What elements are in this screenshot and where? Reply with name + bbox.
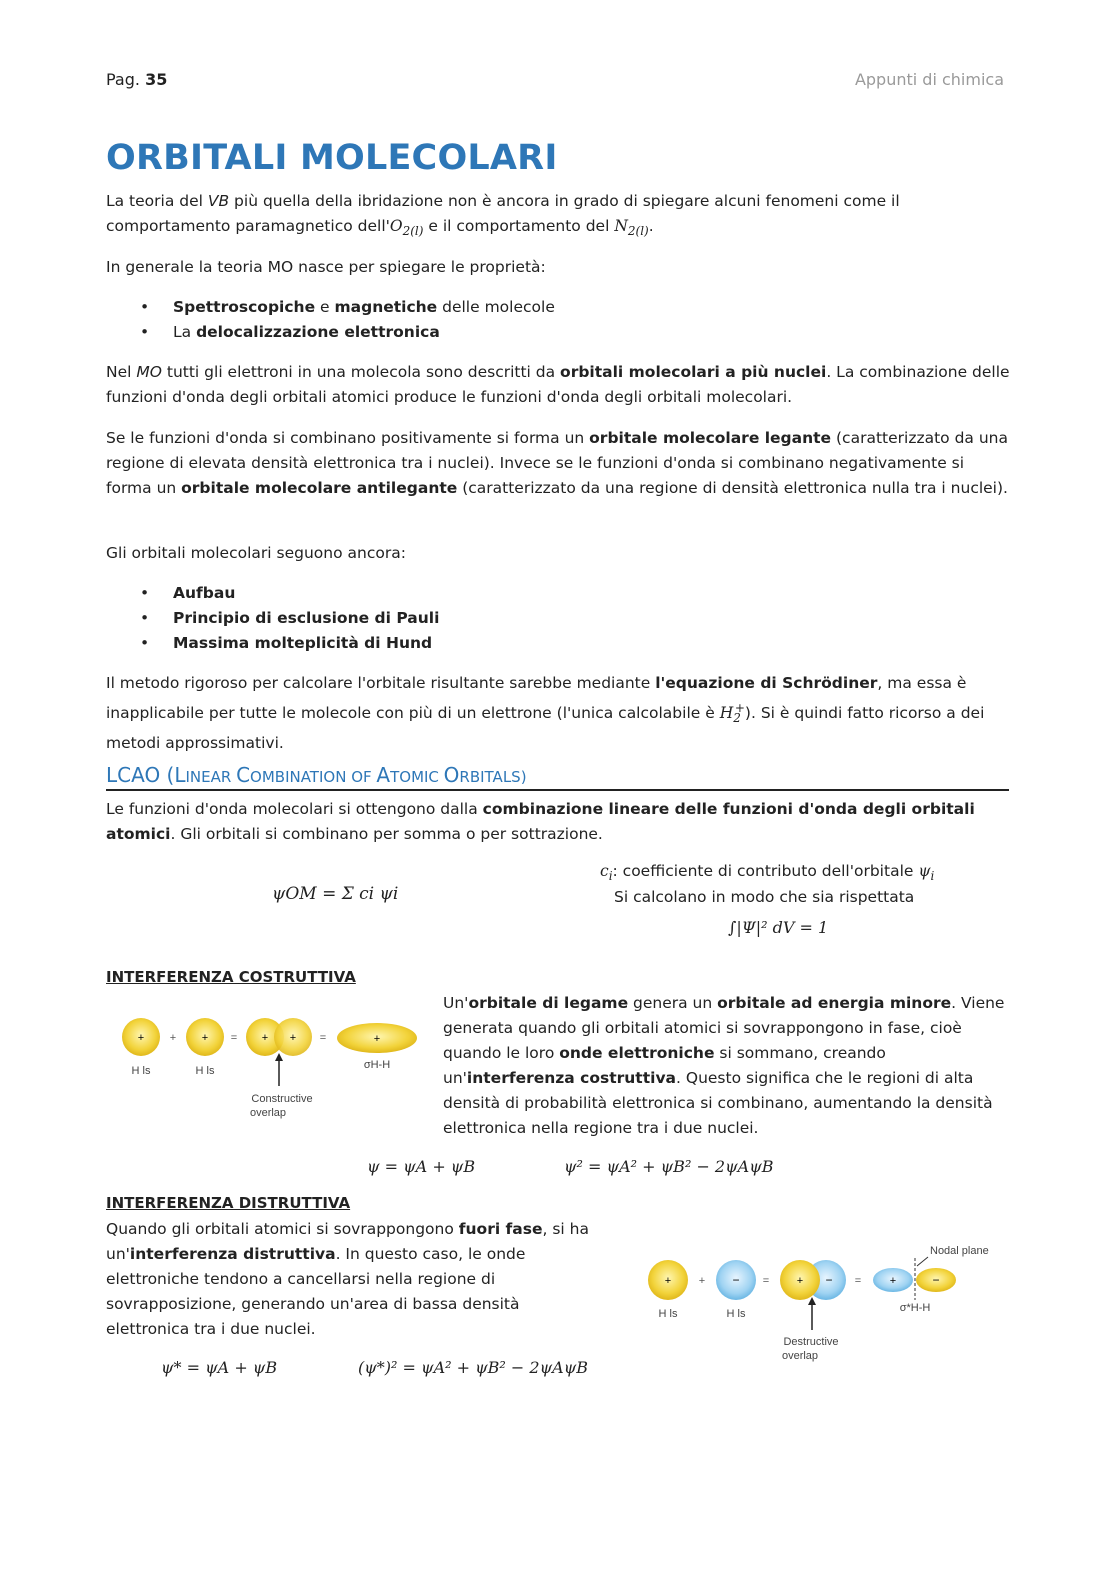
phase-plus: +: [373, 1033, 381, 1045]
equals-sign: =: [230, 1032, 238, 1044]
label-nodal-plane: Nodal plane: [930, 1245, 989, 1257]
document-title: Appunti di chimica: [854, 70, 1004, 89]
label-h1s-b: H ls: [195, 1065, 215, 1077]
page-number-label: [106, 70, 167, 89]
constructive-overlap-diagram: [112, 1006, 422, 1126]
plus-sign: +: [169, 1032, 177, 1044]
equals-sign: =: [854, 1275, 862, 1287]
phase-plus: +: [889, 1275, 897, 1287]
mo-purpose-paragraph: In generale la teoria MO nasce per spiegare le proprietà:: [106, 258, 546, 276]
list-item: • Massima molteplicità di Hund: [140, 634, 433, 652]
coefficient-note: $c_i$: coefficiente di contributo dell'orbitale $\psi_i$: [600, 862, 935, 884]
rules-intro: Gli orbitali molecolari seguono ancora:: [106, 544, 406, 562]
destructive-overlap-diagram: [640, 1238, 1006, 1368]
label-overlap: overlap: [781, 1350, 819, 1362]
label-h1s-a: H ls: [131, 1065, 151, 1077]
label-constructive: Constructive: [251, 1093, 313, 1105]
destructive-square-equation: (ψ*)² = ψA² + ψB² − 2ψAψB: [358, 1358, 588, 1377]
phase-plus: +: [289, 1032, 297, 1044]
list-item: • Principio di esclusione di Pauli: [140, 609, 440, 627]
nodal-leader: [917, 1257, 928, 1266]
constructive-paragraph: Un'orbitale di legame genera un orbitale ad energia minore. Viene generata quando gli orbitali atomici si sovrappongono in fase, cioè quando le loro onde elettroniche si sommano, creando un'interferenza costruttiva. Questo significa che le regioni di alta densità di probabilità elettronica si combinano, aumentando la densità elettronica nella regione tra i due nuclei.: [443, 994, 1005, 1137]
list-item: • Aufbau: [140, 584, 236, 602]
section-heading-lcao: LCAO (LINEAR COMBINATION OF ATOMIC ORBITALS): [106, 763, 1009, 791]
label-h1s-b: H ls: [726, 1308, 746, 1320]
equals-sign: =: [319, 1032, 327, 1044]
normalization-formula: ∫|Ψ|² dV = 1: [728, 918, 829, 937]
phase-minus: −: [825, 1273, 833, 1287]
phase-plus: +: [796, 1275, 804, 1287]
schrodinger-paragraph: Il metodo rigoroso per calcolare l'orbitale risultante sarebbe mediante l'equazione di Schrödiner, ma essa è inapplicabile per tutte le molecole con più di un elettrone (l'unica calcolabile è $H_2^+$). Si è quindi fatto ricorso a dei metodi approssimativi.: [106, 674, 985, 753]
destructive-paragraph: Quando gli orbitali atomici si sovrappongono fuori fase, si ha un'interferenza distruttiva. In questo caso, le onde elettroniche tendono a cancellarsi nella regione di sovrapposizione, generando un'area di bassa densità elettronica tra i due nuclei.: [106, 1220, 589, 1338]
mo-paragraph: Nel MO tutti gli elettroni in una molecola sono descritti da orbitali molecolari a più nuclei. La combinazione delle funzioni d'onda degli orbitali atomici produce le funzioni d'onda degli orbitali molecolari.: [106, 363, 1010, 406]
intro-paragraph: La teoria del VB più quella della ibridazione non è ancora in grado di spiegare alcuni fenomeni come il comportamento paramagnetico $dell'O_{2(l)}$ e il comportamento del $N_{2(l)}$.: [106, 192, 900, 239]
phase-plus: +: [137, 1032, 145, 1044]
phase-plus: +: [261, 1032, 269, 1044]
constructive-equation: ψ = ψA + ψB: [367, 1157, 476, 1176]
bonding-paragraph: Se le funzioni d'onda si combinano positivamente si forma un orbitale molecolare legante (caratterizzato da una regione di elevata densità elettronica tra i nuclei). Invece se le funzioni d'onda si combinano negativamente si forma un orbitale molecolare antilegante (caratterizzato da una regione di densità elettronica nulla tra i nuclei).: [106, 429, 1008, 497]
label-h1s-a: H ls: [658, 1308, 678, 1320]
label-sigma: σH-H: [363, 1059, 391, 1071]
page-title: ORBITALI MOLECOLARI: [106, 138, 558, 178]
arrow-head: [808, 1297, 816, 1305]
plus-sign: +: [698, 1275, 706, 1287]
page-number: 35: [145, 70, 168, 89]
lcao-formula: ψOM = Σ ci ψi: [272, 884, 399, 904]
label-sigma-star: σ*H-H: [899, 1302, 931, 1314]
label-destructive: Destructive: [783, 1336, 839, 1348]
page-label: Pag.: [106, 70, 140, 89]
normalization-note: Si calcolano in modo che sia rispettata: [614, 888, 915, 906]
equals-sign: =: [762, 1275, 770, 1287]
lcao-paragraph: Le funzioni d'onda molecolari si ottengono dalla combinazione lineare delle funzioni d'onda degli orbitali atomici. Gli orbitali si combinano per somma o per sottrazione.: [106, 800, 975, 843]
phase-minus: −: [732, 1273, 740, 1287]
phase-plus: +: [201, 1032, 209, 1044]
list-item: • Spettroscopiche e magnetiche delle molecole: [140, 298, 555, 316]
subheading-distruttiva: INTERFERENZA DISTRUTTIVA: [106, 1194, 351, 1212]
arrow-head: [275, 1053, 283, 1061]
phase-minus: −: [932, 1273, 940, 1287]
phase-plus: +: [664, 1275, 672, 1287]
subheading-costruttiva: INTERFERENZA COSTRUTTIVA: [106, 968, 356, 986]
label-overlap: overlap: [249, 1107, 287, 1119]
destructive-equation: ψ* = ψA + ψB: [161, 1358, 278, 1377]
constructive-square-equation: ψ² = ψA² + ψB² − 2ψAψB: [564, 1157, 774, 1176]
list-item: • La delocalizzazione elettronica: [140, 323, 440, 341]
